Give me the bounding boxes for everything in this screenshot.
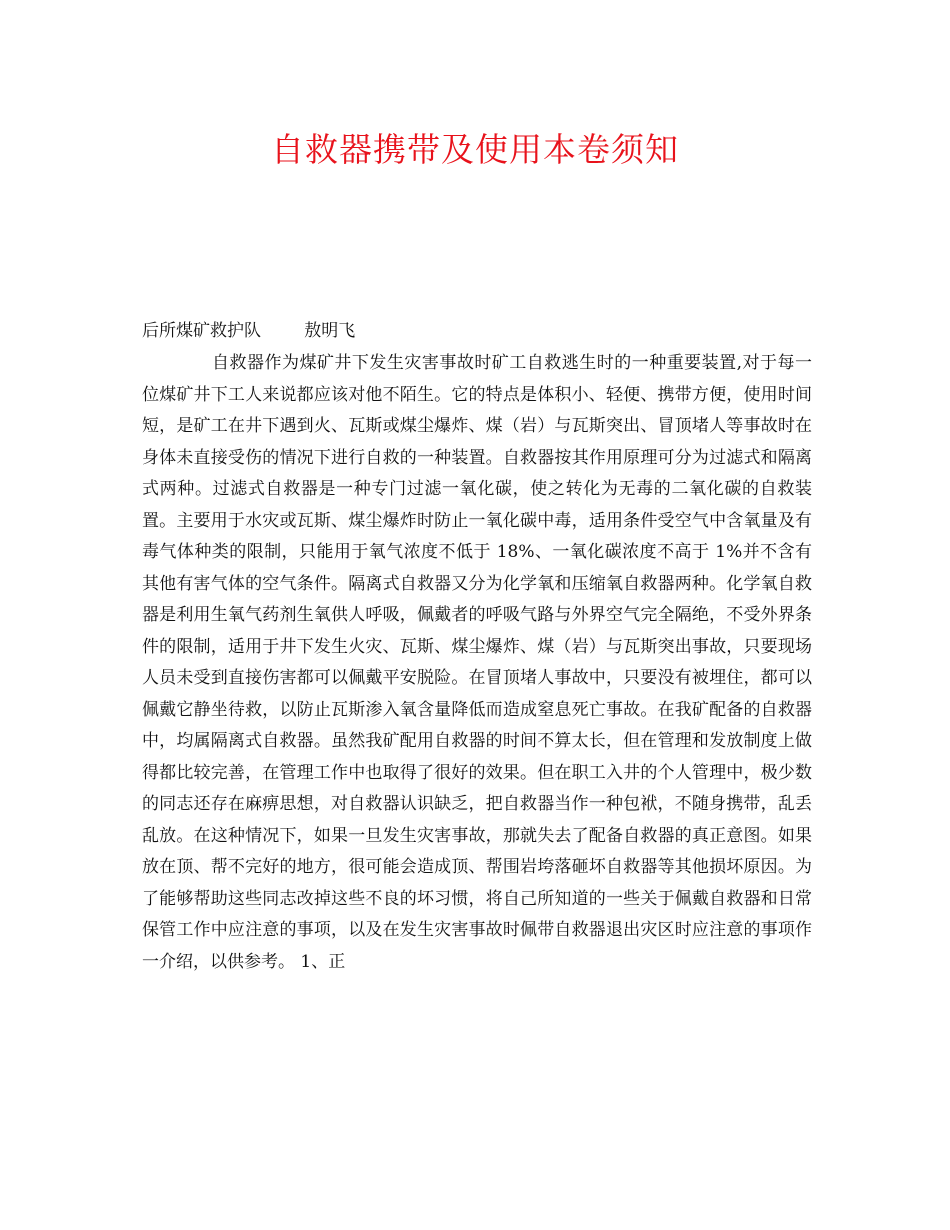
body-paragraph: 自救器作为煤矿井下发生灾害事故时矿工自救逃生时的一种重要装置,对于每一位煤矿井下工人来说都应该对他不陌生。它的特点是体积小、轻便、携带方便，使用时间短，是矿工在井下遇到火、瓦斯或煤尘爆炸、煤（岩）与瓦斯突出、冒顶堵人等事故时在身体未直接受伤的情况下进行自救的一种装置。自救器按其作用原理可分为过滤式和隔离式两种。过滤式自救器是一种专门过滤一氧化碳，使之转化为无毒的二氧化碳的自救装置。主要用于水灾或瓦斯、煤尘爆炸时防止一氧化碳中毒，适用条件受空气中含氧量及有毒气体种类的限制，只能用于氧气浓度不低于 18%、一氧化碳浓度不高于 1%并不含有其他有害气体的空气条件。隔离式自救器又分为化学氧和压缩氧自救器两种。化学氧自救器是利用生氧气药剂生氧供人呼吸，佩戴者的呼吸气路与外界空气完全隔绝，不受外界条件的限制，适用于井下发生火灾、瓦斯、煤尘爆炸、煤（岩）与瓦斯突出事故，只要现场人员未受到直接伤害都可以佩戴平安脱险。在冒顶堵人事故中，只要没有被埋住，都可以佩戴它静坐待救，以防止瓦斯渗入氧含量降低而造成窒息死亡事故。在我矿配备的自救器中，均属隔离式自救器。虽然我矿配用自救器的时间不算太长，但在管理和发放制度上做得都比较完善，在管理工作中也取得了很好的效果。但在职工入井的个人管理中，极少数的同志还存在麻痹思想，对自救器认识缺乏，把自救器当作一种包袱，不随身携带，乱丢乱放。在这种情况下，如果一旦发生灾害事故，那就失去了配备自救器的真正意图。如果放在顶、帮不完好的地方，很可能会造成顶、帮围岩垮落砸坏自救器等其他损坏原因。为了能够帮助这些同志改掉这些不良的坏习惯，将自己所知道的一些关于佩戴自救器和日常保管工作中应注意的事项，以及在发生灾害事故时佩带自救器退出灾区时应注意的事项作一介绍，以供参考。 1、正 [142,353,812,972]
document-title: 自救器携带及使用本卷须知 [271,130,679,169]
author-line: 后所煤矿救护队 敖明飞 [142,321,356,341]
